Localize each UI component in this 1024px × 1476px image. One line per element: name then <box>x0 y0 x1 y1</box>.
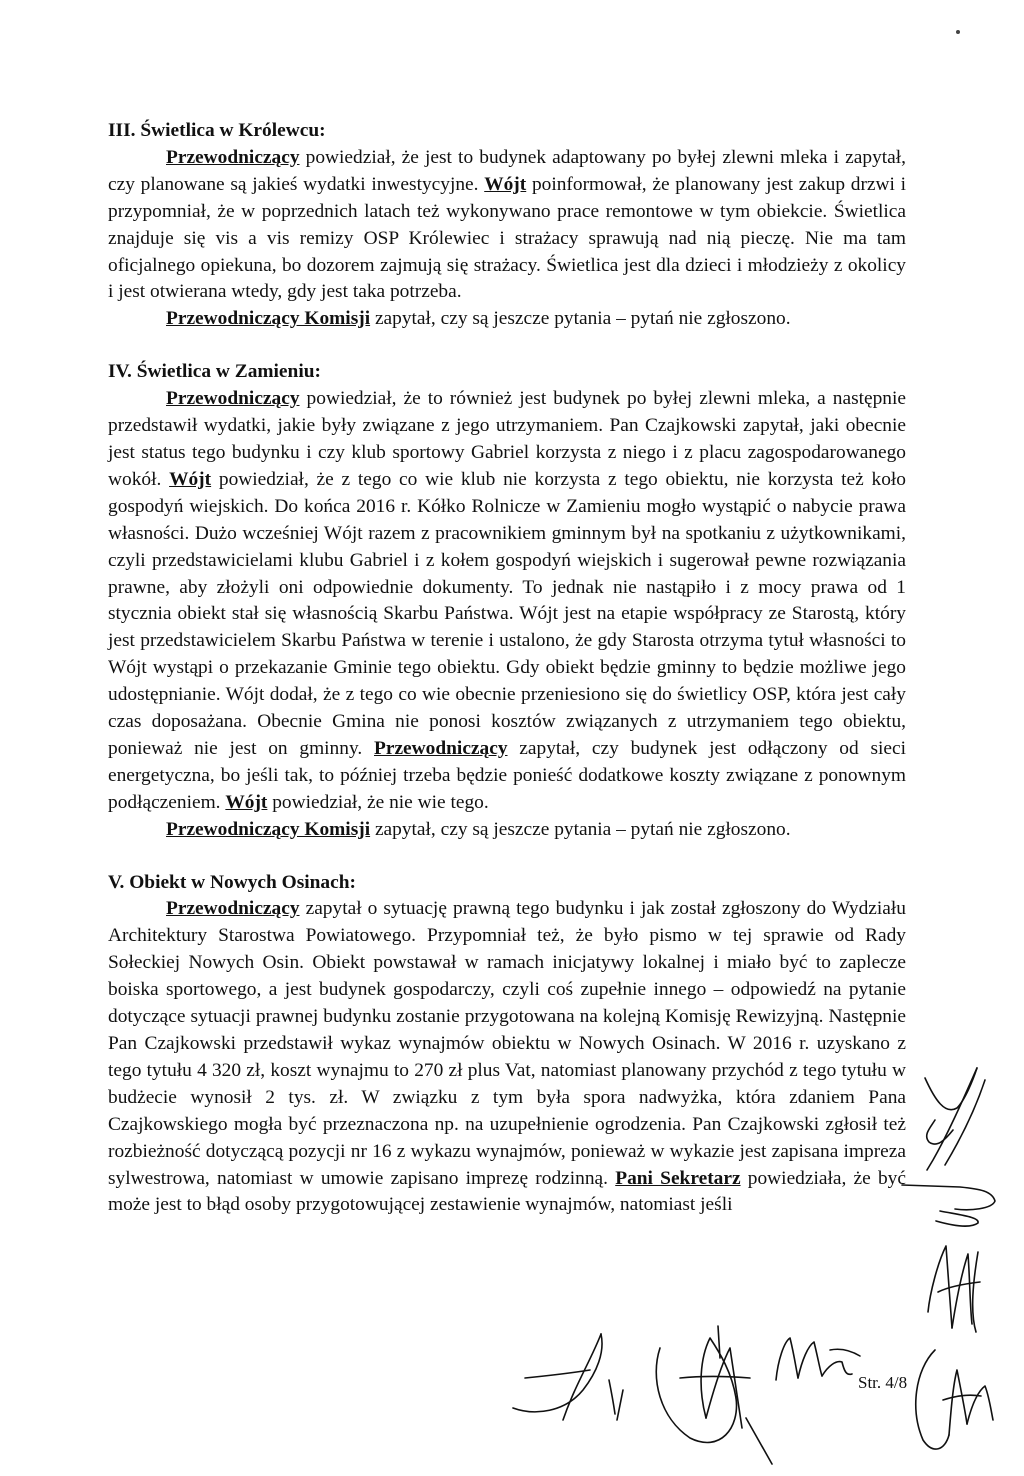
paragraph <box>108 817 906 844</box>
signature-right-3 <box>918 1232 993 1342</box>
speaker-name: Pani Sekretarz <box>615 1167 741 1189</box>
paragraph-text: powiedział, że to również jest budynek po byłej zlewni mleka, a następnie przedstawił wydatki, jakie były związane z jego utrzymaniem. Pan Czajkowski zapytał, jaki obecnie jest status tego budynku i czy klub sportowy Gabriel korzysta z niego i z placu zagospodarowanego wokół. <box>108 388 906 490</box>
section-heading: V. Obiekt w Nowych Osinach: <box>108 871 356 893</box>
page-number: Str. 4/8 <box>858 1373 908 1392</box>
paragraph-text: powiedział, że z tego co wie klub nie korzysta z tego obiektu, nie korzysta też koło gospodyń wiejskich. Do końca 2016 r. Kółko Rolnicze w Zamieniu mogło wystąpić o nabycie prawa własności. Dużo wcześniej Wójt razem z pracownikiem gminnym był na spotkaniu z użytkownikami, czyli przedstawicielami klubu Gabriel i z kołem gospodyń wiejskich i sugerował pewne rozwiązania prawne, aby złożyli oni odpowiednie dokumenty. To jednak nie nastąpiło i z mocy prawa od 1 stycznia obiekt stał się własnością Skarbu Państwa. Wójt jest na etapie współpracy ze Starostą, który jest przedstawicielem Skarbu Państwa w terenie i ustalono, że gdy Starosta otrzyma tytuł własności to Wójt wystąpi o przekazanie Gminie tego obiektu. Gdy obiekt będzie gminny to będzie możliwe jego udostępnianie. Wójt dodał, że z tego co wie obecnie przeniesiono się do świetlicy OSP, która jest cały czas doposażana. Obecnie Gmina nie ponosi kosztów związanych z utrzymaniem tego obiektu, ponieważ nie jest on gminny. <box>108 468 906 759</box>
paragraph <box>108 386 906 817</box>
speaker-name: Przewodniczący Komisji <box>166 818 371 840</box>
signature-right-2 <box>900 1175 1000 1235</box>
section-heading: III. Świetlica w Królewcu: <box>108 120 326 141</box>
speaker-name: Przewodniczący <box>374 737 508 759</box>
scan-speck <box>956 30 960 34</box>
section-gap <box>108 333 906 359</box>
signature-right-1 <box>915 1060 995 1175</box>
speaker-name: Wójt <box>225 791 268 813</box>
signature-right-4 <box>905 1340 1000 1460</box>
document-body <box>108 118 906 1219</box>
speaker-name: Przewodniczący Komisji <box>166 308 371 330</box>
paragraph-text: zapytał o sytuację prawną tego budynku i jak został zgłoszony do Wydziału Architektury Starostwa Powiatowego. Przypomniał też, że było pismo w tej sprawie od Rady Sołeckiej Nowych Osin. Obiekt powstawał w ramach inicjatywy lokalnej i miało być to zaplecze boiska sportowego, a jest budynek gospodarczy, czyli coś zupełnie innego – odpowiedź na pytanie dotyczące sytuacji prawnej budynku zostanie przygotowana na kolejną Komisję Rewizyjną. Następnie Pan Czajkowski przedstawił wykaz wynajmów obiektu w Nowych Osinach. W 2016 r. uzyskano z tego tytułu 4 320 zł, koszt wynajmu to 270 zł plus Vat, natomiast planowany przychód z tego tytułu w budżecie wynosił 2 tys. zł. W związku z tym była spora nadwyżka, która zdaniem Pana Czajkowskiego mogła być przeznaczona np. na uzupełnienie ogrodzenia. Pan Czajkowski zgłosił też rozbieżność dotyczącą pozycji nr 16 z wykazu wynajmów, ponieważ w wykazie jest zapisana impreza sylwestrowa, natomiast w umowie zapisano imprezę rodzinną. <box>108 898 906 1189</box>
paragraph-text: powiedział, że jest to budynek adaptowany po byłej zlewni mleka i zapytał, czy planowane są jakieś wydatki inwestycyjne. <box>108 146 906 195</box>
paragraph <box>108 145 906 306</box>
section-heading: IV. Świetlica w Zamieniu: <box>108 361 321 383</box>
speaker-name: Przewodniczący <box>166 388 300 410</box>
speaker-name: Przewodniczący <box>166 146 300 168</box>
paragraph-text: zapytał, czy są jeszcze pytania – pytań nie zgłoszono. <box>370 308 791 330</box>
paragraph-text: poinformował, że planowany jest zakup drzwi i przypomniał, że w poprzednich latach też wykonywano prace remontowe w tym obiekcie. Świetlica znajduje się vis a vis remizy OSP Królewiec i strażacy sprawują nad nią pieczę. Nie ma tam oficjalnego opiekuna, bo dozorem zajmują się strażacy. Świetlica jest dla dzieci i młodzieży z okolicy i jest otwierana wtedy, gdy jest taka potrzeba. <box>108 173 907 303</box>
paragraph-text: powiedział, że nie wie tego. <box>267 791 489 813</box>
speaker-name: Wójt <box>484 173 527 195</box>
paragraph-text: powiedziała, że być może jest to błąd osoby przygotowującej zestawienie wynajmów, natomiast jeśli <box>108 1167 906 1216</box>
signature-bottom-2 <box>640 1318 775 1468</box>
speaker-name: Wójt <box>169 468 212 490</box>
paragraph-text: zapytał, czy budynek jest odłączony od sieci energetyczna, bo jeśli tak, to później trzeba będzie ponieść dodatkowe koszty związane z ponownym podłączeniem. <box>108 737 906 813</box>
paragraph <box>108 896 906 1219</box>
paragraph <box>108 306 906 333</box>
signature-bottom-1 <box>505 1330 635 1425</box>
speaker-name: Przewodniczący <box>166 898 300 920</box>
signature-bottom-3 <box>770 1330 865 1390</box>
section-gap <box>108 844 906 870</box>
paragraph-text: zapytał, czy są jeszcze pytania – pytań nie zgłoszono. <box>370 818 791 840</box>
